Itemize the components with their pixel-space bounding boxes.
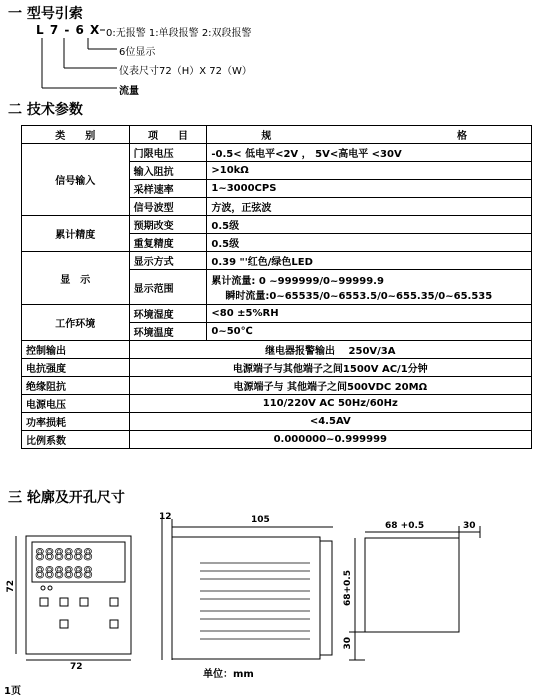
svg-text:888888: 888888 xyxy=(35,545,93,564)
page-number: 1页 xyxy=(4,686,21,697)
item-cell: 环境湿度 xyxy=(129,305,207,323)
item-cell: 环境温度 xyxy=(129,323,207,341)
spec-cell: 0.39 "'红色/绿色LED xyxy=(207,252,532,270)
dim-68-width: 68 +0.5 xyxy=(385,521,425,531)
spec-cell: 方波，正弦波 xyxy=(207,198,532,216)
table-header-row xyxy=(22,126,532,144)
digits-desc: 6位显示 xyxy=(119,47,156,58)
spec-cell: >10kΩ xyxy=(207,162,532,180)
category-cell: 控制输出 xyxy=(22,341,130,359)
spec-cell: 110/220V AC 50Hz/60Hz xyxy=(129,395,531,413)
model-leader-lines xyxy=(0,0,540,100)
category-cell: 累计精度 xyxy=(22,216,130,252)
spec-line: 瞬时流量:0~65535/0~6553.5/0~655.35/0~65.535 xyxy=(225,291,493,302)
section2-title: 二 技术参数 xyxy=(8,102,83,118)
category-cell: 电源电压 xyxy=(22,395,130,413)
model-code: L 7 - 6 X xyxy=(36,23,101,37)
category-cell: 信号输入 xyxy=(22,144,130,216)
dim-30-width: 30 xyxy=(463,521,476,531)
spec-cell: 电源端子与 其他端子之间500VDC 20MΩ xyxy=(129,377,531,395)
spec-cell: 电源端子与其他端子之间1500V AC/1分钟 xyxy=(129,359,531,377)
header-spec-right: 格 xyxy=(457,131,467,142)
spec-cell: 继电器报警输出 250V/3A xyxy=(129,341,531,359)
item-cell: 采样速率 xyxy=(129,180,207,198)
category-cell: 显 示 xyxy=(22,252,130,305)
spec-cell: 0.5级 xyxy=(207,234,532,252)
category-cell: 比例系数 xyxy=(22,431,130,449)
category-cell: 绝缘阻抗 xyxy=(22,377,130,395)
item-cell: 预期改变 xyxy=(129,216,207,234)
header-item: 项 目 xyxy=(129,126,207,144)
item-cell: 显示方式 xyxy=(129,252,207,270)
table-row xyxy=(22,144,532,162)
table-row xyxy=(22,252,532,270)
cutout-drawing xyxy=(345,520,535,670)
category-cell: 工作环境 xyxy=(22,305,130,341)
spec-cell: 0.5级 xyxy=(207,216,532,234)
category-cell: 电抗强度 xyxy=(22,359,130,377)
table-row xyxy=(22,305,532,323)
section3-title: 三 轮廓及开孔尺寸 xyxy=(8,490,125,506)
dim-72-width: 72 xyxy=(70,662,83,672)
front-view-drawing xyxy=(8,530,138,670)
dim-68-height: 68+0.5 xyxy=(343,570,353,607)
dim-72-height: 72 xyxy=(6,580,16,593)
dim-30-height: 30 xyxy=(343,637,353,650)
spec-table xyxy=(21,125,532,449)
category-cell: 功率损耗 xyxy=(22,413,130,431)
item-cell: 显示范围 xyxy=(129,270,207,305)
table-row xyxy=(22,216,532,234)
size-desc: 仪表尺寸72（H）X 72（W） xyxy=(119,66,252,77)
dim-105: 105 xyxy=(251,515,270,525)
table-row xyxy=(22,341,532,359)
item-cell: 信号波型 xyxy=(129,198,207,216)
spec-cell xyxy=(207,270,532,305)
spec-cell: 0~50℃ xyxy=(207,323,532,341)
type-desc: 流量 xyxy=(119,86,139,97)
spec-cell: -0.5< 低电平<2V ， 5V<高电平 <30V xyxy=(207,144,532,162)
alarm-desc: 0:无报警 1:单段报警 2:双段报警 xyxy=(106,28,252,39)
svg-text:888888: 888888 xyxy=(35,563,93,582)
unit-label: 单位：mm xyxy=(203,669,254,680)
section1-title: 一 型号引索 xyxy=(8,6,83,22)
item-cell: 门限电压 xyxy=(129,144,207,162)
header-spec xyxy=(207,126,532,144)
side-view-drawing xyxy=(150,515,340,665)
item-cell: 输入阻抗 xyxy=(129,162,207,180)
header-spec-left: 规 xyxy=(261,131,272,142)
table-row xyxy=(22,413,532,431)
table-row xyxy=(22,359,532,377)
spec-cell: 0.000000~0.999999 xyxy=(129,431,531,449)
table-row xyxy=(22,395,532,413)
spec-cell: 1~3000CPS xyxy=(207,180,532,198)
item-cell: 重复精度 xyxy=(129,234,207,252)
table-row xyxy=(22,377,532,395)
header-category: 类 别 xyxy=(22,126,130,144)
spec-cell: <4.5AV xyxy=(129,413,531,431)
table-row xyxy=(22,431,532,449)
spec-cell: <80 ±5%RH xyxy=(207,305,532,323)
dim-12: 12 xyxy=(159,512,172,522)
spec-line: 累计流量: 0 ~999999/0~99999.9 xyxy=(211,276,384,287)
